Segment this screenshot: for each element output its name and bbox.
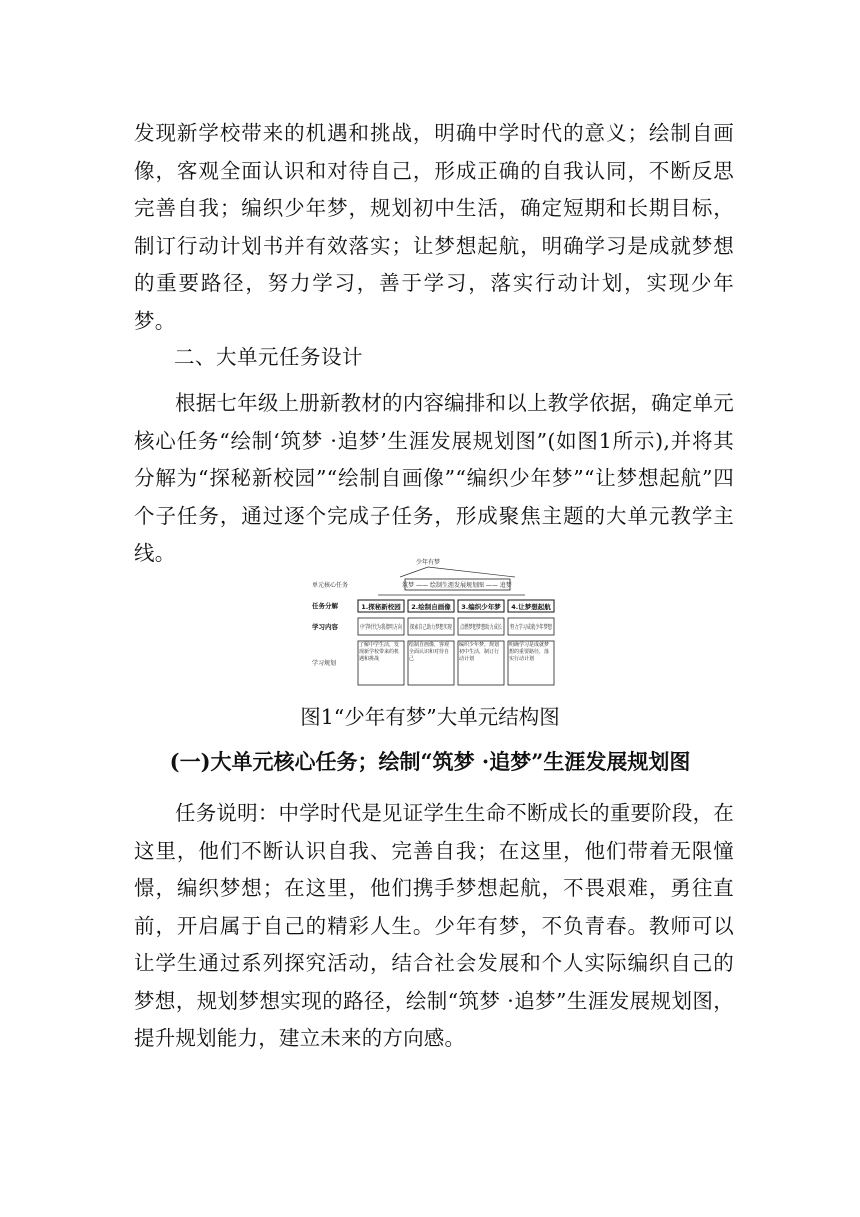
figure-plans <box>358 641 554 685</box>
figure-plan-row-label: 学习规划 <box>312 660 337 667</box>
figure-content-4: 努力学习成就少年梦想 <box>510 624 571 631</box>
figure-plan-4: 明确学习是成就梦想的重要路径，落实行动计划 <box>509 642 550 662</box>
figure-subtask-3: 3.编织少年梦 <box>461 603 501 611</box>
body-paragraph-1: 发现新学校带来的机遇和挑战，明确中学时代的意义；绘制自画像，客观全面认识和对待自己，形成正确的自我认同，不断反思完善自我；编织少年梦，规划初中生活，确定短期和长期目标，制订行动计划书并有效落实；让梦想起航，明确学习是成就梦想的重要路径，努力学习，善于学习，落实行动计划，实现少年梦。 <box>134 121 734 333</box>
figure-content-3: 点燃梦想梦想助力成长 <box>460 624 521 631</box>
figure-plan-1: 了解中学生活，发现新学校带来的机遇和挑战 <box>359 642 400 662</box>
section-heading: 二、大单元任务设计 <box>174 345 363 369</box>
figure-contents <box>358 618 571 635</box>
figure-content-row-label: 学习内容 <box>312 623 338 631</box>
figure-subtask-2: 2.绘制自画像 <box>411 603 451 611</box>
figure-subtask-row-label: 任务分解 <box>312 602 338 610</box>
figure-content-1: 中学时代为我指明方向 <box>360 624 421 631</box>
figure-plan-2: 绘制自画像，客观全面认识和对待自己 <box>409 642 450 662</box>
figure-core-task: 筑梦 —— 绘制生涯发展规划图 —— 追梦 <box>402 582 512 589</box>
subsection-heading: (一)大单元核心任务；绘制“筑梦 ·追梦”生涯发展规划图 <box>169 749 691 774</box>
figure-core-row-label: 单元核心任务 <box>312 582 349 589</box>
figure-subtask-4: 4.让梦想起航 <box>511 603 551 611</box>
figure-caption: 图1“少年有梦”大单元结构图 <box>300 705 560 729</box>
body-paragraph-3: 任务说明：中学时代是见证学生生命不断成长的重要阶段，在这里，他们不断认识自我、完善自我；在这里，他们带着无限憧憬，编织梦想；在这里，他们携手梦想起航，不畏艰难，勇往直前，开启属于自己的精彩人生。少年有梦，不负青春。教师可以让学生通过系列探究活动，结合社会发展和个人实际编织自己的梦想，规划梦想实现的路径，绘制“筑梦 ·追梦”生涯发展规划图，提升规划能力，建立未来的方向感。 <box>134 801 734 1050</box>
figure-top-title: 少年有梦 <box>415 559 441 566</box>
figure-subtask-1: 1.探秘新校园 <box>361 603 401 611</box>
figure-plan-3: 编织少年梦，规划初中生活，制订行动计划 <box>459 642 500 662</box>
figure-content-2: 探索自己助力梦想实现 <box>410 624 471 631</box>
unit-structure-figure <box>310 555 571 695</box>
figure-subtasks <box>358 600 554 612</box>
body-paragraph-2: 根据七年级上册新教材的内容编排和以上教学依据，确定单元核心任务“绘制‘筑梦 ·追梦’生涯发展规划图”(如图1所示),并将其分解为“探秘新校园”“绘制自画像”“编织少年梦”“让梦想起航”四个子任务，通过逐个完成子任务，形成聚焦主题的大单元教学主线。 <box>134 391 734 565</box>
